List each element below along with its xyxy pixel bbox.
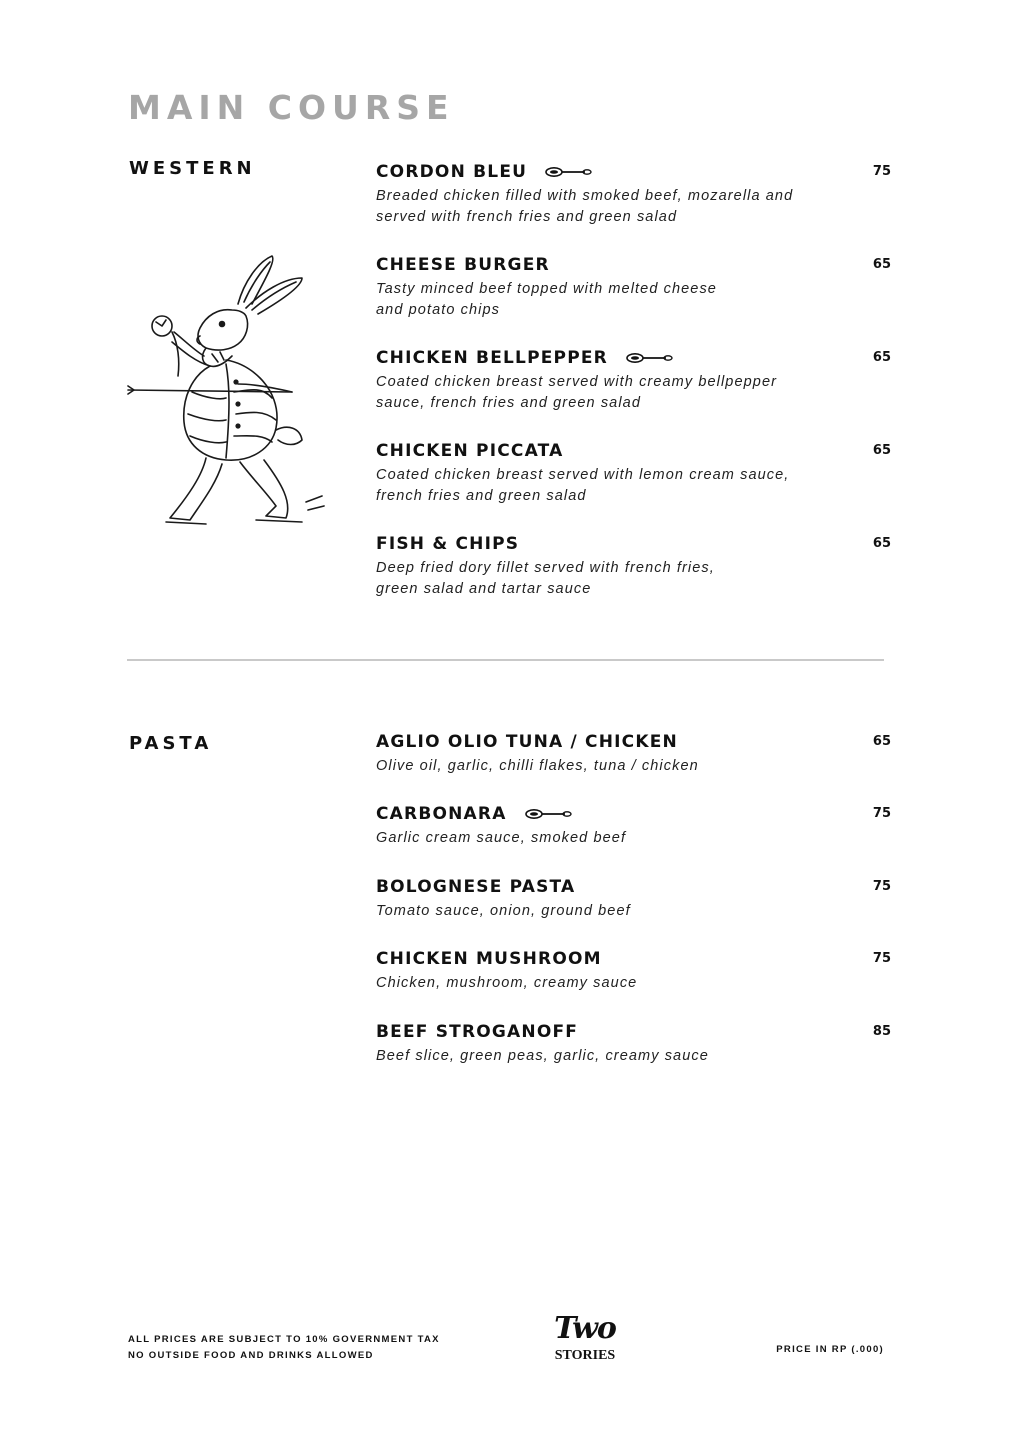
item-price: 65 <box>872 443 891 458</box>
item-name: BOLOGNESE PASTA <box>376 877 576 897</box>
item-name: AGLIO OLIO TUNA / CHICKEN <box>376 732 678 752</box>
item-description: Olive oil, garlic, chilli flakes, tuna / chicken <box>376 758 699 774</box>
footer-notes <box>128 1332 440 1364</box>
item-description: Coated chicken breast served with lemon cream sauce, french fries and green salad <box>376 467 790 504</box>
logo-script: Two <box>554 1311 616 1346</box>
rabbit-illustration <box>126 252 326 532</box>
menu-item <box>376 876 891 922</box>
item-name: CHEESE BURGER <box>376 255 550 275</box>
menu-item <box>376 254 891 321</box>
spoon-icon <box>525 808 573 820</box>
item-description: Tasty minced beef topped with melted cheese and potato chips <box>376 281 717 318</box>
menu-item <box>376 948 891 994</box>
item-name: FISH & CHIPS <box>376 534 520 554</box>
item-price: 75 <box>872 879 891 894</box>
menu-item <box>376 347 891 414</box>
logo-sub: STORIES <box>554 1348 616 1363</box>
item-description: Beef slice, green peas, garlic, creamy sauce <box>376 1048 709 1064</box>
item-name: BEEF STROGANOFF <box>376 1022 579 1042</box>
item-name: CHICKEN MUSHROOM <box>376 949 602 969</box>
item-name: CARBONARA <box>376 803 891 825</box>
two-stories-logo <box>548 1312 622 1370</box>
price-note: PRICE IN RP (.000) <box>776 1344 884 1355</box>
item-price: 75 <box>872 806 891 821</box>
item-name: CORDON BLEU <box>376 161 891 183</box>
item-description: Chicken, mushroom, creamy sauce <box>376 975 638 991</box>
menu-item <box>376 440 891 507</box>
item-description: Coated chicken breast served with creamy bellpepper sauce, french fries and green salad <box>376 374 778 411</box>
item-price: 65 <box>872 257 891 272</box>
menu-item <box>376 803 891 849</box>
item-price: 65 <box>872 536 891 551</box>
item-price: 75 <box>872 951 891 966</box>
item-description: Tomato sauce, onion, ground beef <box>376 903 631 919</box>
menu-item <box>376 161 891 228</box>
spoon-icon <box>626 352 674 364</box>
item-price: 65 <box>872 734 891 749</box>
footer-note-outside-food: NO OUTSIDE FOOD AND DRINKS ALLOWED <box>128 1350 374 1361</box>
item-price: 85 <box>872 1024 891 1039</box>
item-description: Deep fried dory fillet served with french fries, green salad and tartar sauce <box>376 560 715 597</box>
item-name: CHICKEN BELLPEPPER <box>376 347 891 369</box>
item-description: Garlic cream sauce, smoked beef <box>376 830 627 846</box>
menu-item <box>376 731 891 777</box>
section-divider <box>127 659 884 661</box>
page-title: MAIN COURSE <box>128 88 455 127</box>
item-description: Breaded chicken filled with smoked beef, mozarella and served with french fries and green salad <box>376 188 794 225</box>
menu-item <box>376 533 891 600</box>
footer-note-tax: ALL PRICES ARE SUBJECT TO 10% GOVERNMENT TAX <box>128 1334 440 1345</box>
spoon-icon <box>545 166 593 178</box>
item-name: CHICKEN PICCATA <box>376 441 564 461</box>
section-label-western: WESTERN <box>129 158 256 179</box>
item-price: 75 <box>872 164 891 179</box>
section-label-pasta: PASTA <box>129 733 213 754</box>
item-price: 65 <box>872 350 891 365</box>
menu-item <box>376 1021 891 1067</box>
